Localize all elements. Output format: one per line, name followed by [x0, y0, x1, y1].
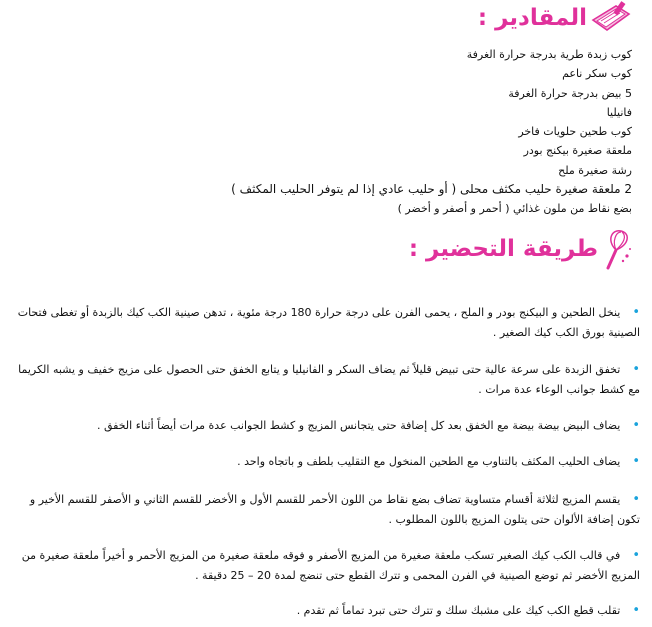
list-item — [12, 546, 640, 586]
bullet-icon: • — [632, 603, 640, 618]
method-title: طريقة التحضير : — [408, 236, 598, 262]
ingredients-title: المقادير : — [477, 5, 587, 31]
bullet-icon: • — [632, 454, 640, 469]
list-item — [12, 490, 640, 530]
step-text: يقسم المزيج لثلاثة أقسام متساوية تضاف بضع نقاط من اللون الأحمر للقسم الأول و الأخضر للقسم الثاني و الأصفر للقسم الأخير و تكون إضافة الألوان حتى يتلون المزيج باللون المطلوب . — [29, 493, 640, 526]
list-item: كوب طحين حلويات فاخر — [518, 125, 632, 139]
list-item — [12, 452, 640, 472]
bullet-icon: • — [632, 418, 640, 433]
list-item — [12, 416, 640, 436]
bullet-icon: • — [632, 362, 640, 377]
list-item: 2 ملعقة صغيرة حليب مكثف محلى ( أو حليب عادي إذا لم يتوفر الحليب المكثف ) — [231, 182, 632, 197]
bullet-icon: • — [632, 492, 640, 507]
bullet-icon: • — [632, 305, 640, 320]
step-text: يضاف البيض بيضة بيضة مع الخفق بعد كل إضافة حتى يتجانس المزيج و كشط الجوانب عدة مرات أيضاً أثناء الخفق . — [96, 419, 621, 432]
list-item: كوب سكر ناعم — [562, 67, 632, 81]
step-text: يضاف الحليب المكثف بالتناوب مع الطحين المنخول مع التقليب بلطف و باتجاه واحد . — [237, 455, 621, 468]
list-item: رشة صغيرة ملح — [558, 163, 632, 177]
list-item: 5 بيض بدرجة حرارة الغرفة — [508, 86, 632, 100]
list-item: فانيليا — [606, 105, 632, 119]
list-item: ملعقة صغيرة بيكنج بودر — [523, 144, 632, 158]
step-text: ينخل الطحين و البيكنج بودر و الملح ، يحمى الفرن على درجة حرارة 180 درجة مئوية ، تدهن صينية الكب كيك بالزبدة أو تغطى فتحات الصينية بورق الكب كيك الصغير . — [17, 306, 640, 339]
list-item — [12, 360, 640, 400]
list-item: بضع نقاط من ملون غذائي ( أحمر و أصفر و أخضر ) — [397, 202, 632, 216]
list-item: كوب زبدة طرية بدرجة حرارة الغرفة — [466, 48, 632, 61]
step-text: تقلب قطع الكب كيك على مشبك سلك و تترك حتى تبرد تماماً ثم تقدم . — [296, 604, 621, 617]
bullet-icon: • — [632, 548, 640, 563]
step-text: تخفق الزبدة على سرعة عالية حتى تبيض قليلاً ثم يضاف السكر و الفانيليا و يتابع الخفق حتى الحصول على مزيج خفيف و يشبه الكريما مع كشط جوانب الوعاء عدة مرات . — [18, 363, 640, 396]
step-text: في قالب الكب كيك الصغير تسكب ملعقة صغيرة من المزيج الأصفر و فوقه ملعقة صغيرة من المزيج الأحمر و أخيراً ملعقة صغيرة من المزيج الأخضر ثم توضع الصينية في الفرن المحمى و تترك القطع حتى تنضج لمدة 20 – 25 دقيقة . — [21, 549, 640, 582]
list-item — [12, 601, 640, 621]
list-item — [12, 303, 640, 343]
